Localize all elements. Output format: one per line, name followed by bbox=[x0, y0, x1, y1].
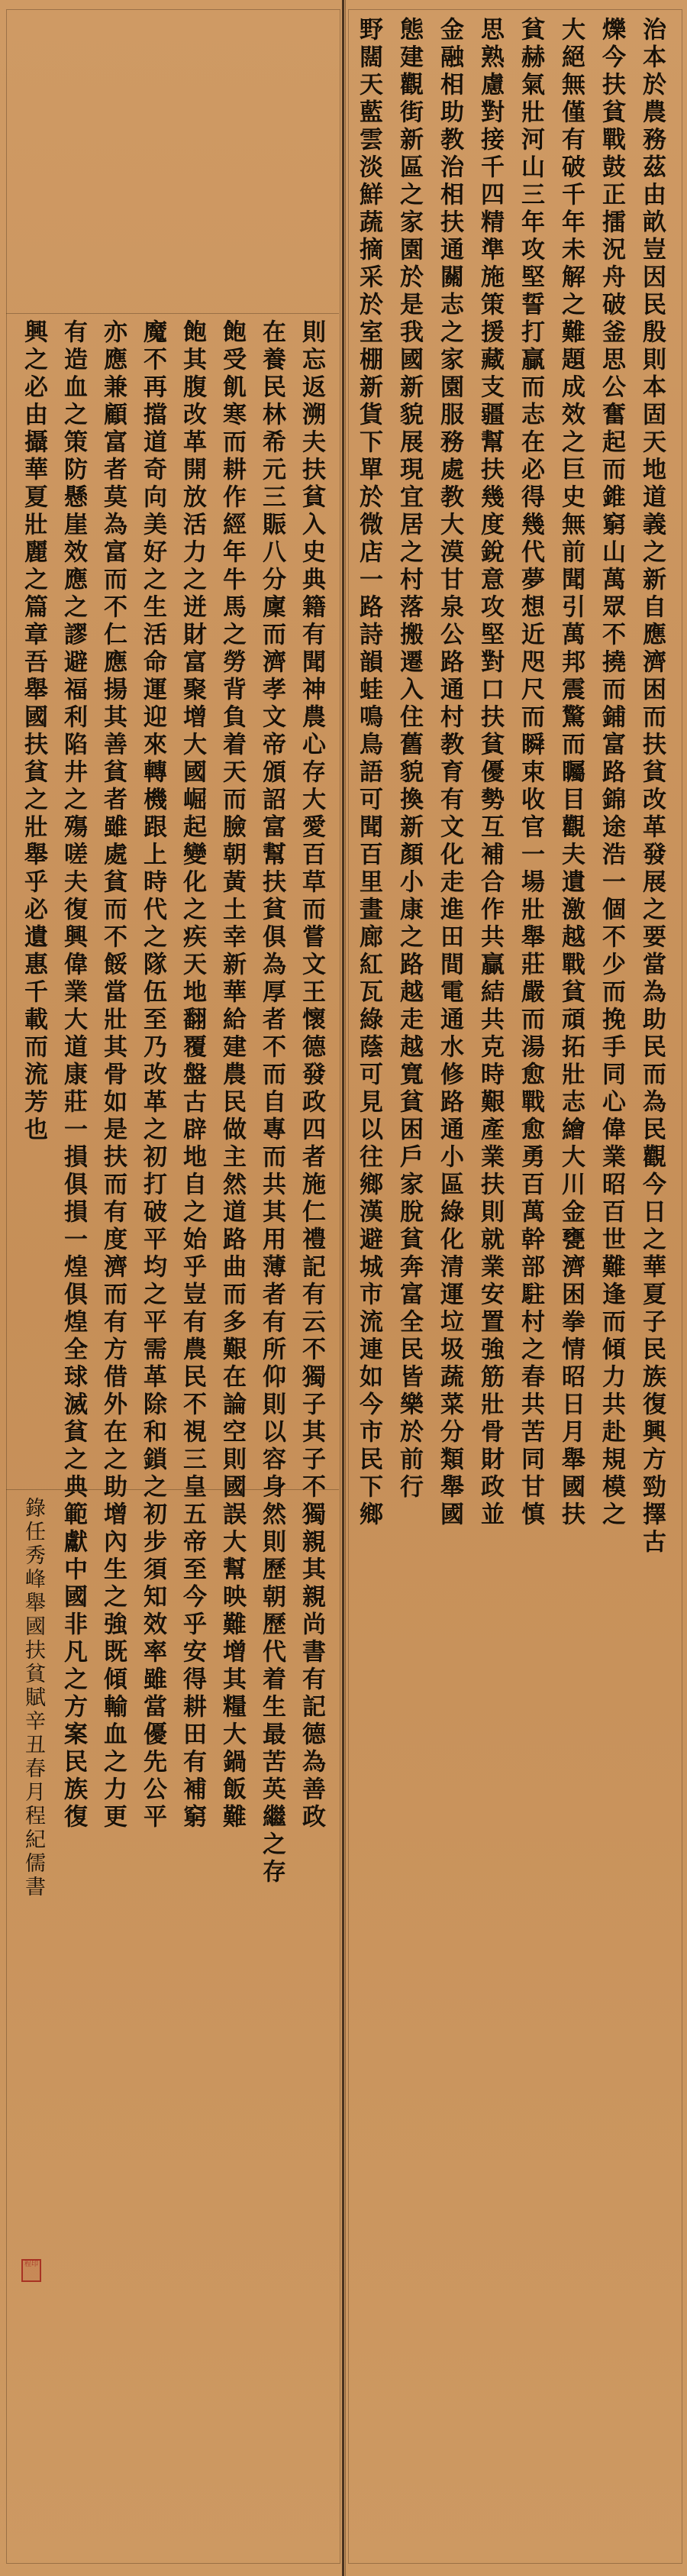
text-column: 飽其腹改革開放活力之迸財富聚增大國崛起變化之疾天地翻覆盤古辟地自之始乎豈有農民不視三皇五帝至今乎安得耕田有補窮 bbox=[179, 319, 206, 1831]
text-column: 治本於農務茲由畝豈因民殷則本固天地道義之新自應濟困而扶貧改革發展之要當為助民而為民觀今日之華夏子民族復興方勁擇古 bbox=[638, 17, 666, 1556]
text-column: 金融相助教治相扶通關志之家園服務處教大漠甘泉公路通村教育有文化走進田間電通水修路通小區綠化清運垃圾蔬菜分類舉國 bbox=[436, 17, 463, 1529]
left-panel bbox=[6, 9, 340, 2564]
text-column: 飽受飢寒而耕作經年牛馬之勞背負着天而臉朝黃土幸新華給建農民做主然道路曲而多艱在論空則國誤大幫映難增其糧大鍋飯難 bbox=[218, 319, 246, 1831]
text-column: 思熟慮對接千四精準施策援藏支疆幫扶幾度銳意攻堅對口扶貧優勢互補合作共贏結共克時艱產業扶則就業安置強筋壯骨財政並 bbox=[476, 17, 504, 1529]
text-column: 興之必由攝華夏壯麗之篇章吾舉國扶貧之壯舉乎必遺惠千載而流芳也 bbox=[20, 319, 47, 1144]
text-column: 則忘返溯夫扶貧入史典籍有聞神農心存大愛百草而嘗文王懷德發政四者施仁禮記有云不獨子其子不獨親其親尚書有記德為善政 bbox=[298, 319, 325, 1831]
text-column: 爍今扶貧戰鼓正擂況舟破釜思公奮起而錐窮山萬眾不撓而鋪富路錦途浩一個不少而挽手同心偉業昭百世難逢而傾力共赴規模之 bbox=[598, 17, 625, 1529]
text-column: 亦應兼顧富者莫為富而不仁應揚其善貧者雖處貧而不餒當壯其骨如是扶而有度濟而有方借外在之助增內生之強既傾輸血之力更 bbox=[99, 319, 127, 1831]
text-column: 態建觀街新區之家園於是我國新貌展現宜居之村落搬遷入住舊貌換新顏小康之路越走越寬貧困戶家脫貧奔富全民皆樂於前行 bbox=[395, 17, 423, 1501]
text-column: 有造血之策防懸崖效應之謬避福利陷井之殤嗟夫復興偉業大道康莊一損俱損一煌俱煌全球滅貧之典範獻中國非凡之方案民族復 bbox=[60, 319, 87, 1831]
section-divider bbox=[6, 313, 339, 314]
artist-seal: 程印 bbox=[21, 2259, 41, 2282]
text-column: 野闊天藍雲淡鮮蔬摘采於室棚新貨下單於微店一路詩韻蛙鳴鳥語可聞百里畫廊紅瓦綠蔭可見以往鄉漢避城市流連如今市民下鄉 bbox=[355, 17, 382, 1529]
signature: 錄任秀峰舉國扶貧賦辛丑春月程紀儒書 bbox=[21, 1497, 45, 1899]
text-column: 在養民林希元三賑八分廩而濟孝文帝頒詔富幫扶貧俱為厚者不而自專而共其用薄者有所仰則以容身然則歷朝歷代着生最苦英繼之存 bbox=[258, 319, 285, 1886]
text-column: 大絕無僅有破千年未解之難題成效之巨史無前聞引萬邦震驚而矚目觀夫遺激越戰貧頑拓壯志繪大川金甕濟困拳情昭日月舉國扶 bbox=[557, 17, 585, 1529]
text-column: 魔不再擋道奇向美好之生活命運迎來轉機跟上時代之隊伍至乃改革之初打破平均之平需革除和鎖之初步須知效率雖當優先公平 bbox=[139, 319, 166, 1831]
scroll-fold bbox=[342, 0, 344, 2576]
section-divider bbox=[6, 1489, 339, 1490]
scroll-fold-shadow bbox=[345, 0, 346, 2576]
text-column: 貧赫氣壯河山三年攻堅誓打贏而志在必得幾代夢想近咫尺而瞬束收官一場壯舉莊嚴而湯愈戰愈勇百萬幹部駐村之春共苦同甘慎 bbox=[517, 17, 544, 1529]
